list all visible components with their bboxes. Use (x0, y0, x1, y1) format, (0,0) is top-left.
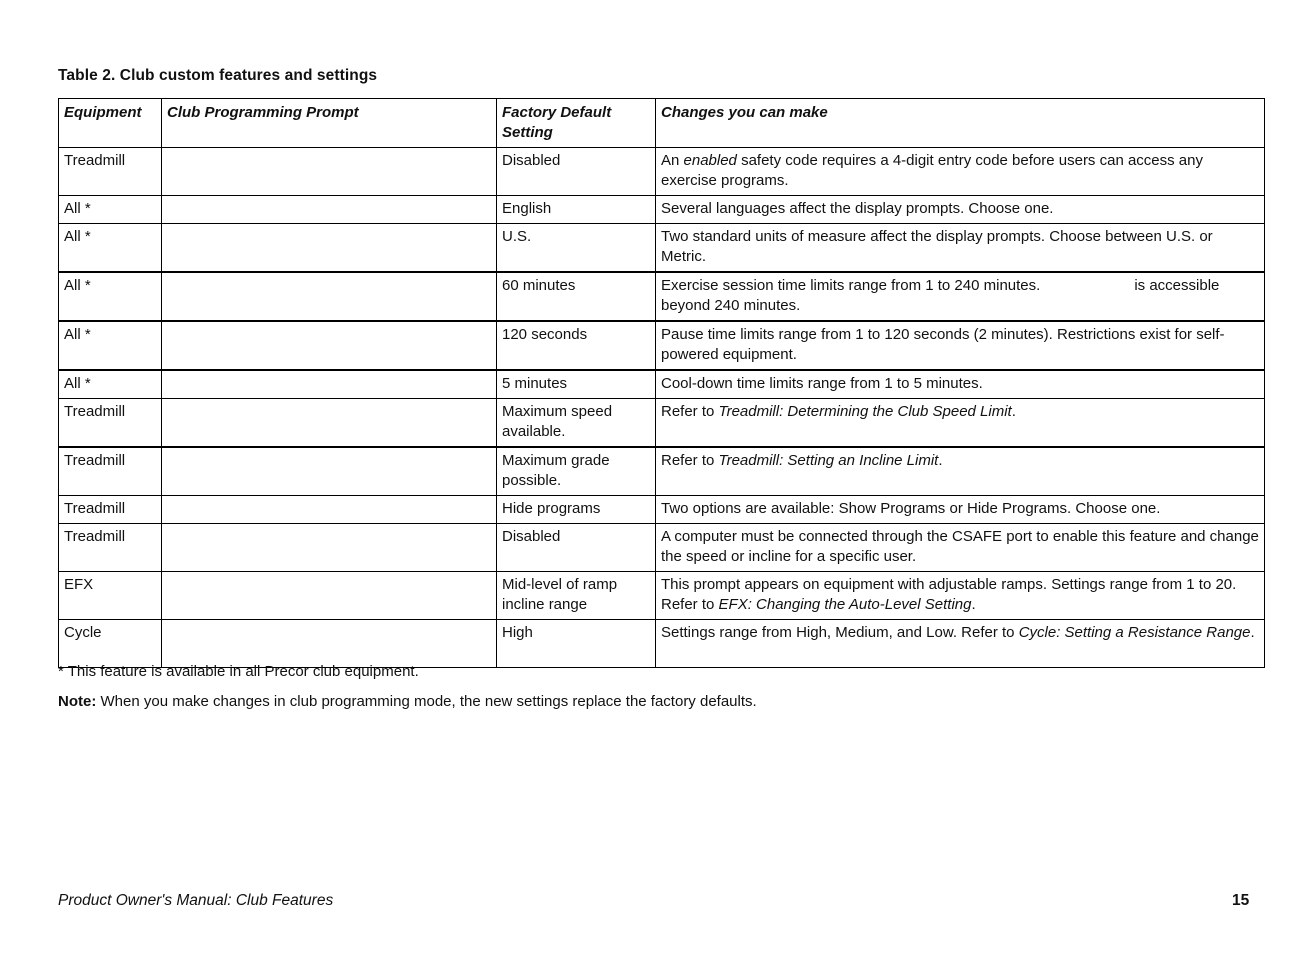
cell-prompt (162, 196, 497, 224)
cell-changes (656, 370, 1265, 399)
changes-text: Two options are available: Show Programs or Hide Programs. Choose one. (661, 500, 1161, 517)
cell-default: Maximum grade possible. (497, 447, 656, 496)
cell-prompt (162, 620, 497, 668)
cell-equipment: All * (59, 196, 162, 224)
changes-text-end: . (938, 452, 943, 469)
changes-text: Pause time limits range from 1 to 120 seconds (2 minutes). Restrictions exist for self-powered equipment. (661, 326, 1225, 363)
changes-text: Settings range from High, Medium, and Low. Refer to (661, 624, 1019, 641)
cell-equipment: All * (59, 272, 162, 321)
table-row (59, 620, 1265, 668)
changes-text: Two standard units of measure affect the display prompts. Choose between U.S. or Metric. (661, 228, 1213, 265)
cell-equipment: EFX (59, 572, 162, 620)
cell-changes (656, 321, 1265, 370)
cell-changes (656, 524, 1265, 572)
changes-text-end: . (971, 596, 976, 613)
changes-text: An (661, 152, 684, 169)
cell-changes (656, 148, 1265, 196)
changes-text: A computer must be connected through the CSAFE port to enable this feature and change the speed or incline for a specific user. (661, 528, 1259, 565)
cell-prompt (162, 148, 497, 196)
cell-changes (656, 272, 1265, 321)
table-row (59, 496, 1265, 524)
table-row (59, 321, 1265, 370)
table-row (59, 224, 1265, 273)
cell-prompt (162, 272, 497, 321)
changes-text-end: . (1250, 624, 1255, 641)
footnote: * This feature is available in all Precor club equipment. (58, 663, 419, 680)
cell-changes (656, 447, 1265, 496)
changes-emphasis: enabled (683, 152, 737, 169)
cell-equipment: All * (59, 224, 162, 273)
cell-default: 5 minutes (497, 370, 656, 399)
cell-default: Disabled (497, 524, 656, 572)
changes-text: Several languages affect the display prompts. Choose one. (661, 200, 1054, 217)
header-factory-default-setting: Factory Default Setting (497, 99, 656, 148)
cell-changes (656, 496, 1265, 524)
cell-changes (656, 224, 1265, 273)
cell-changes (656, 399, 1265, 448)
cell-default: 60 minutes (497, 272, 656, 321)
changes-emphasis: EFX: Changing the Auto-Level Setting (718, 596, 972, 613)
cell-prompt (162, 572, 497, 620)
changes-text: Refer to (661, 452, 719, 469)
note (58, 693, 757, 710)
cell-equipment: Treadmill (59, 148, 162, 196)
cell-default: U.S. (497, 224, 656, 273)
header-changes-you-can-make: Changes you can make (656, 99, 1265, 148)
cell-prompt (162, 496, 497, 524)
changes-emphasis: Treadmill: Determining the Club Speed Limit (718, 403, 1012, 420)
footer-manual-title: Product Owner's Manual: Club Features (58, 892, 334, 909)
cell-default: English (497, 196, 656, 224)
cell-equipment: Treadmill (59, 496, 162, 524)
table-row (59, 196, 1265, 224)
cell-prompt (162, 370, 497, 399)
cell-equipment: All * (59, 370, 162, 399)
changes-text: This prompt appears on equipment with adjustable ramps. Settings range from 1 to 20. Refer to (661, 576, 1237, 613)
changes-emphasis: Cycle: Setting a Resistance Range (1018, 624, 1251, 641)
changes-text: Cool-down time limits range from 1 to 5 minutes. (661, 375, 983, 392)
cell-equipment: Treadmill (59, 399, 162, 448)
cell-prompt (162, 524, 497, 572)
table-caption: Table 2. Club custom features and settings (58, 67, 378, 84)
changes-text-end: is accessible beyond 240 minutes. (661, 277, 1220, 314)
cell-prompt (162, 447, 497, 496)
header-equipment: Equipment (59, 99, 162, 148)
changes-emphasis: Treadmill: Setting an Incline Limit (718, 452, 939, 469)
changes-text: Refer to (661, 403, 719, 420)
cell-equipment: Cycle (59, 620, 162, 668)
page-number: 15 (1232, 892, 1250, 909)
note-label: Note: (58, 693, 97, 710)
header-club-programming-prompt: Club Programming Prompt (162, 99, 497, 148)
cell-default: 120 seconds (497, 321, 656, 370)
changes-text: Exercise session time limits range from 1 to 240 minutes. (661, 277, 1041, 294)
table-header-row (59, 99, 1265, 148)
cell-default: Maximum speed available. (497, 399, 656, 448)
table-row (59, 572, 1265, 620)
cell-default: High (497, 620, 656, 668)
cell-default: Hide programs (497, 496, 656, 524)
cell-equipment: Treadmill (59, 447, 162, 496)
table-row (59, 148, 1265, 196)
cell-equipment: All * (59, 321, 162, 370)
table-row (59, 370, 1265, 399)
cell-equipment: Treadmill (59, 524, 162, 572)
cell-changes (656, 620, 1265, 668)
club-features-table (58, 98, 1265, 668)
cell-changes (656, 196, 1265, 224)
changes-text-end: . (1011, 403, 1016, 420)
table-row (59, 447, 1265, 496)
cell-prompt (162, 321, 497, 370)
note-text: When you make changes in club programming mode, the new settings replace the factory defaults. (96, 693, 757, 710)
table-row (59, 272, 1265, 321)
cell-default: Disabled (497, 148, 656, 196)
cell-default: Mid-level of ramp incline range (497, 572, 656, 620)
changes-text-end: safety code requires a 4-digit entry code before users can access any exercise programs. (661, 152, 1203, 189)
table-row (59, 524, 1265, 572)
cell-prompt (162, 224, 497, 273)
cell-prompt (162, 399, 497, 448)
table-row (59, 399, 1265, 448)
cell-changes (656, 572, 1265, 620)
